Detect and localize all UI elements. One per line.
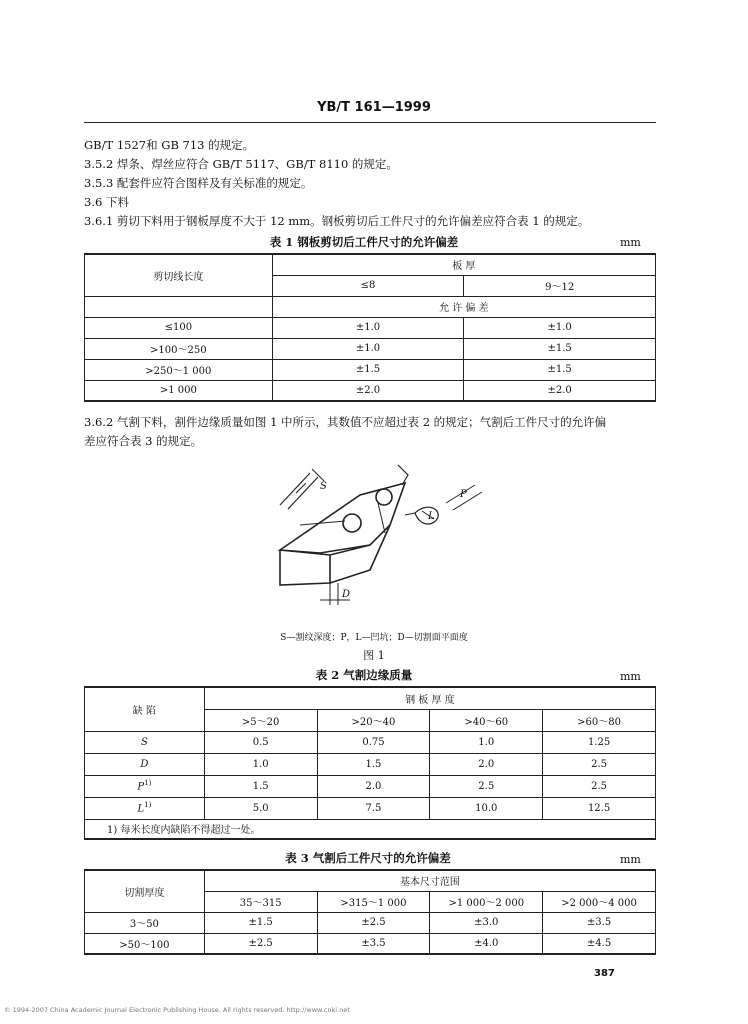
table-row: >100～250 ±1.0 ±1.5 — [85, 338, 656, 359]
table1-caption: 表 1 钢板剪切后工件尺寸的允许偏差 — [269, 235, 459, 249]
standard-header: YB/T 161—1999 — [317, 100, 431, 115]
table-row: ≤100 ±1.0 ±1.0 — [85, 317, 656, 338]
figure-label-l: L — [428, 511, 435, 522]
figure1-caption: 图 1 — [363, 649, 385, 662]
paragraph: 3.5.3 配套件应符合图样及有关标准的规定。 — [84, 176, 313, 190]
table2-group-header: 钢 板 厚 度 — [204, 687, 655, 709]
paragraph: 差应符合表 3 的规定。 — [84, 434, 203, 448]
table1-span-header: 允 许 偏 差 — [272, 296, 655, 317]
table1-sub-header: ≤8 — [272, 275, 464, 296]
table-row: >1 000 ±2.0 ±2.0 — [85, 380, 656, 401]
table3-caption: 表 3 气割后工件尺寸的允许偏差 — [285, 851, 451, 865]
table2-row-header: 缺 陷 — [85, 687, 205, 731]
copyright-footer: © 1994-2007 China Academic Journal Electronic Publishing House. All rights reserved. http://www.cnki.net — [4, 1006, 350, 1014]
figure-label-d: D — [342, 589, 351, 600]
paragraph: 3.6.2 气割下料，割件边缘质量如图 1 中所示，其数值不应超过表 2 的规定；气割后工件尺寸的允许偏 — [84, 415, 607, 429]
table-row: $L^{1)}$ 5.0 7.5 10.0 12.5 — [85, 797, 656, 819]
table1-row-header: 剪切线长度 — [85, 254, 273, 296]
table2-footnote: 1) 每米长度内缺陷不得超过一处。 — [85, 819, 656, 839]
table3-row-header: 切割厚度 — [85, 870, 205, 912]
paragraph: 3.6.1 剪切下料用于钢板厚度不大于 12 mm。钢板剪切后工件尺寸的允许偏差应符合表 1 的规定。 — [84, 214, 590, 228]
table-row: 3～50 ±1.5 ±2.5 ±3.0 ±3.5 — [85, 912, 656, 933]
table3: 切割厚度 基本尺寸范围 35～315 >315～1 000 >1 000～2 000 >2 000～4 000 3～50 ±1.5 ±2.5 ±3.0 ±3.5 >50～100 ±2.5 ±3.5 ±4.0 ±4.5 — [84, 869, 656, 955]
page-number: 387 — [594, 968, 615, 979]
table-row: D 1.0 1.5 2.0 2.5 — [85, 753, 656, 775]
section-heading: 3.6 下料 — [84, 195, 129, 209]
table1 — [84, 253, 656, 402]
table-row: S 0.5 0.75 1.0 1.25 — [85, 731, 656, 753]
table2-unit: mm — [620, 670, 641, 683]
table1-unit: mm — [620, 236, 641, 249]
figure-label-p: P — [460, 489, 467, 500]
figure1-legend: S—割纹深度；P，L—凹坑；D—切割面平面度 — [280, 633, 468, 643]
table-row: >250～1 000 ±1.5 ±1.5 — [85, 359, 656, 380]
table-row: $P^{1)}$ 1.5 2.0 2.5 2.5 — [85, 775, 656, 797]
table1-group-header: 板 厚 — [272, 254, 655, 275]
figure-label-s: S — [320, 481, 327, 492]
table1-sub-header: 9～12 — [464, 275, 656, 296]
table-row: >50～100 ±2.5 ±3.5 ±4.0 ±4.5 — [85, 933, 656, 954]
table2-caption: 表 2 气割边缘质量 — [315, 668, 413, 682]
paragraph: GB/T 1527和 GB 713 的规定。 — [84, 138, 255, 152]
table3-group-header: 基本尺寸范围 — [204, 870, 655, 891]
header-rule — [84, 122, 656, 123]
table2: 缺 陷 钢 板 厚 度 >5～20 >20～40 >40～60 >60～80 S 0.5 0.75 1.0 1.25 D 1.0 1.5 2.0 2.5 $P^{1)}$ 1.5 2.0 2.5 2.5 $L^{1)}$ 5.0 7.5 10.0 12.5 1) 每米长度内缺陷不得超过一处。 — [84, 686, 656, 840]
table3-unit: mm — [620, 853, 641, 866]
paragraph: 3.5.2 焊条、焊丝应符合 GB/T 5117、GB/T 8110 的规定。 — [84, 157, 398, 171]
figure1-drawing — [250, 455, 510, 615]
